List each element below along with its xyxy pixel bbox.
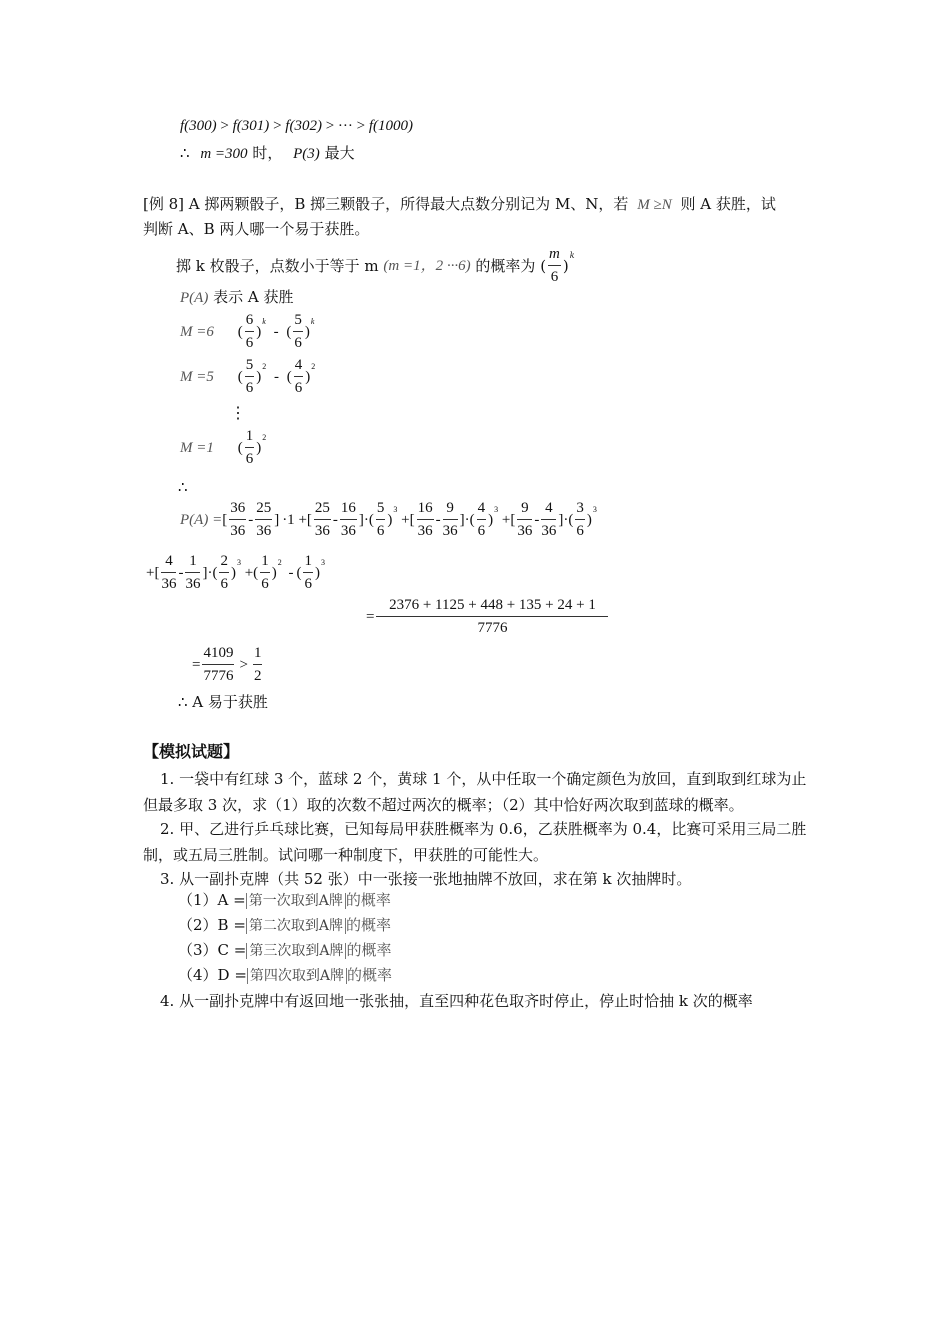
conclusion: ∴ A 易于获胜 (178, 693, 268, 711)
q3-item: （3）C = 第三次取到A牌 的概率 (178, 941, 392, 959)
p3-expr: P(3) (293, 146, 320, 162)
pa-expansion-line1: P(A) =[ $\frac{36}{36}$ - $\frac{25}{36}$ ] ·1 +[ $\frac{25}{36}$ - $\frac{16}{36}$ ]·( $\frac{5}{6}$ )$^3$ +[ $\frac{16}{36}$ - $\frac{9}{36}$ ]·( $\frac{4}{6}$ )$^3$ +[ $\frac{9}{36}$ - $\frac{4}{36}$ ]·( $\frac{3}{6}$ )$^3$ (180, 500, 597, 540)
ineq-term: f(302) (285, 118, 322, 134)
zuida-text: 最大 (324, 144, 355, 162)
vertical-dots: ⋮ (230, 403, 246, 422)
therefore-symbol: ∴ (180, 144, 190, 162)
question-1: 1. 一袋中有红球 3 个，蓝球 2 个，黄球 1 个，从中任取一个确定颜色为放回，直到取到红球为止但最多取 3 次，求（1）取的次数不超过两次的概率；（2）其中恰好两次取到蓝球的概率。 (143, 770, 807, 814)
win-condition: M ≥N (637, 197, 672, 213)
result-fraction: $\frac{4109}{7776}$ (203, 645, 234, 685)
m-value: m =300 (200, 146, 248, 162)
row-m5: M =5 ( $\frac{5}{6}$ )$^2$ - ( $\frac{4}{6}$ )$^2$ (180, 357, 316, 397)
section-heading: 【模拟试题】 (143, 742, 240, 761)
q3-item: （2）B = 第二次取到A牌 的概率 (178, 916, 392, 934)
sum-fraction-line: = $\frac{2376 + 1125 + 448 + 135 + 24 + 1}{7776}$ (366, 597, 610, 638)
ineq-term: f(1000) (368, 118, 414, 134)
sum-fraction: $\frac{2376 + 1125 + 448 + 135 + 24 + 1}{7776}$ (376, 597, 608, 638)
ineq-term: f(301) (232, 118, 270, 134)
ineq-op: > (325, 118, 335, 134)
q3-item: （1）A = 第一次取到A牌 的概率 (178, 891, 391, 909)
ineq-op: > (220, 118, 229, 134)
therefore-symbol-2: ∴ (178, 478, 188, 496)
inequality-line (180, 119, 413, 134)
question-4: 4. 从一副扑克牌中有返回地一张张抽，直至四种花色取齐时停止，停止时恰抽 k 次的概率 (160, 992, 753, 1010)
question-2: 2. 甲、乙进行乒乓球比赛，已知每局甲获胜概率为 0.6，乙获胜概率为 0.4，比赛可采用三局二胜制，或五局三胜制。试问哪一种制度下，甲获胜的可能性大。 (143, 820, 807, 864)
row-m1: M =1 ( $\frac{1}{6}$ )$^2$ (180, 428, 267, 468)
max-line (180, 146, 355, 162)
example8-line2: 判断 A、B 两人哪一个易于获胜。 (143, 220, 370, 238)
example8-line1: [例 8] A 掷两颗骰子，B 掷三颗骰子，所得最大点数分别记为 M、N，若 M ≥N 则 A 获胜，试 (143, 195, 776, 213)
row-m6: M =6 ( $\frac{6}{6}$ )$^k$ - ( $\frac{5}{6}$ )$^k$ (180, 312, 315, 352)
q3-item: （4）D = 第四次取到A牌 的概率 (178, 966, 393, 984)
ineq-op: > (356, 118, 366, 134)
dice-lead: 掷 k 枚骰子，点数小于等于 m (m =1，2 ···6) 的概率为 ( $\frac{m}{6}$ )$^k$ (176, 246, 575, 286)
result-line: = $\frac{4109}{7776}$ > $\frac{1}{2}$ (192, 645, 262, 685)
pa-expansion-line2: +[ $\frac{4}{36}$ - $\frac{1}{36}$ ]·( $\frac{2}{6}$ )$^3$ +( $\frac{1}{6}$ )$^2$ - ( $\frac{1}{6}$ )$^3$ (146, 553, 325, 593)
ineq-ellipsis: ··· (337, 118, 353, 134)
pa-definition: P(A) 表示 A 获胜 (180, 288, 294, 306)
ineq-op: > (273, 118, 282, 134)
question-3: 3. 从一副扑克牌（共 52 张）中一张接一张地抽牌不放回，求在第 k 次抽牌时。 (160, 870, 692, 888)
ineq-term: f(300) (180, 118, 217, 134)
half-fraction: $\frac{1}{2}$ (253, 645, 262, 685)
shi-text: 时， (252, 144, 283, 162)
fraction-m-over-6: $\frac{m}{6}$ (549, 246, 560, 286)
